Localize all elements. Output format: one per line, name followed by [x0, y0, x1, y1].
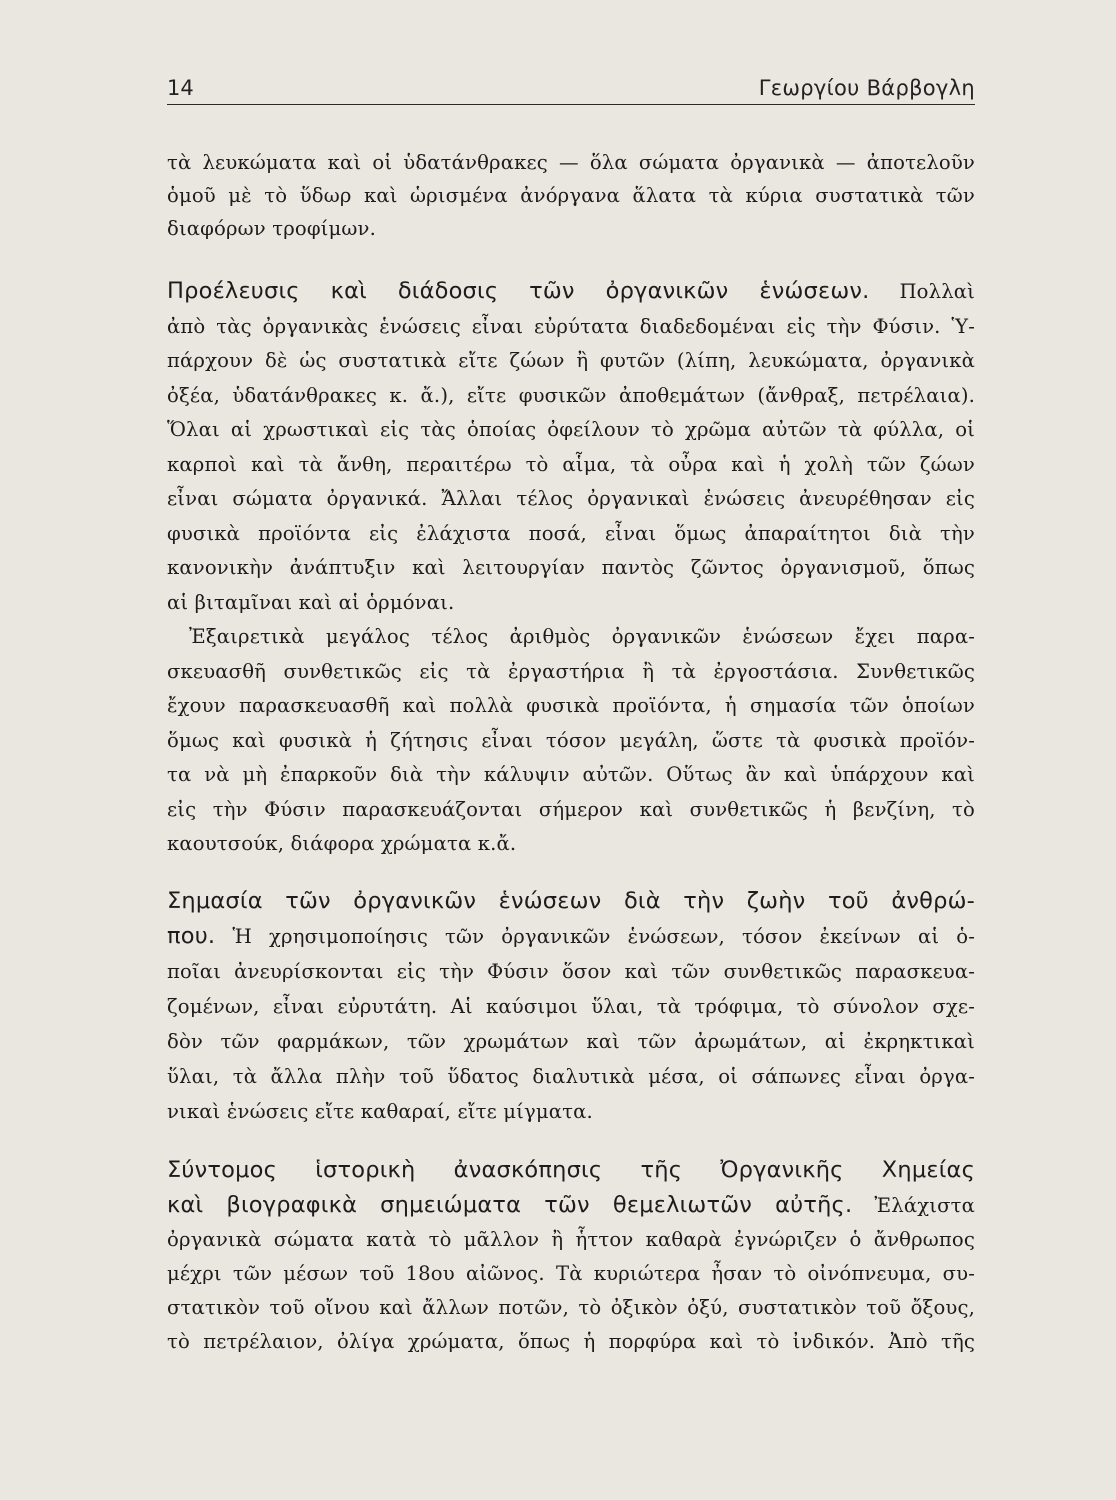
text-line: τα νὰ μὴ ἐπαρκοῦν διὰ τὴν κάλυψιν αὐτῶν. Οὕτως ἂν καὶ ὑπάρχουν καὶ	[167, 763, 975, 786]
section-heading: Προέλευσις καὶ διάδοσις τῶν ὀργανικῶν ἑνώσεων.	[167, 278, 870, 304]
section-heading-line	[167, 274, 975, 310]
text-line: πάρχουν δὲ ὡς συστατικὰ εἴτε ζώων ἢ φυτῶν (λίπη, λευκώματα, ὀργανικὰ	[167, 349, 975, 372]
running-title: Γεωργίου Βάρβογλη	[758, 76, 975, 100]
text-line: σκευασθῆ συνθετικῶς εἰς τὰ ἐργαστήρια ἢ τὰ ἐργοστάσια. Συνθετικῶς	[167, 659, 975, 683]
text-run: Ἐλάχιστα	[852, 1194, 975, 1217]
text-line: ὁμοῦ μὲ τὸ ὕδωρ καὶ ὡρισμένα ἀνόργανα ἅλατα τὰ κύρια συστατικὰ τῶν	[167, 184, 975, 207]
page-header	[167, 74, 975, 105]
text-line: ὕλαι, τὰ ἄλλα πλὴν τοῦ ὕδατος διαλυτικὰ μέσα, οἱ σάπωνες εἶναι ὀργα-	[167, 1065, 975, 1088]
text-line: εἰς τὴν Φύσιν παρασκευάζονται σήμερον καὶ συνθετικῶς ἡ βενζίνη, τὸ	[167, 797, 975, 821]
text-line: νικαὶ ἑνώσεις εἴτε καθαραί, εἴτε μίγματα.	[167, 1100, 593, 1123]
section-significance	[167, 884, 975, 1129]
section-heading-line	[167, 1188, 975, 1223]
text-line: Ὅλαι αἱ χρωστικαὶ εἰς τὰς ὁποίας ὀφείλουν τὸ χρῶμα αὐτῶν τὰ φύλλα, οἱ	[167, 418, 975, 441]
text-line: εἶναι σώματα ὀργανικά. Ἄλλαι τέλος ὀργανικαὶ ἑνώσεις ἀνευρέθησαν εἰς	[167, 487, 975, 510]
text-line: καρποὶ καὶ τὰ ἄνθη, περαιτέρω τὸ αἷμα, τὰ οὖρα καὶ ἡ χολὴ τῶν ζώων	[167, 452, 975, 476]
text-line: φυσικὰ προϊόντα εἰς ἐλάχιστα ποσά, εἶναι ὅμως ἀπαραίτητοι διὰ τὴν	[167, 521, 975, 545]
text-line: ἀπὸ τὰς ὀργανικὰς ἑνώσεις εἶναι εὐρύτατα διαδεδομέναι εἰς τὴν Φύσιν. Ὑ-	[167, 314, 975, 338]
text-line: ἔχουν παρασκευασθῆ καὶ πολλὰ φυσικὰ προϊόντα, ἡ σημασία τῶν ὁποίων	[167, 694, 975, 717]
section-heading-line	[167, 884, 975, 919]
text-line: ποῖαι ἀνευρίσκονται εἰς τὴν Φύσιν ὅσον καὶ τῶν συνθετικῶς παρασκευα-	[167, 960, 975, 983]
text-line: αἱ βιταμῖναι καὶ αἱ ὁρμόναι.	[167, 590, 455, 614]
text-line: μέχρι τῶν μέσων τοῦ 18ου αἰῶνος. Τὰ κυριώτερα ἦσαν τὸ οἰνόπνευμα, συ-	[167, 1262, 975, 1285]
section-heading: Σημασία τῶν ὀργανικῶν ἑνώσεων διὰ τὴν ζωὴν τοῦ ἀνθρώ-	[167, 888, 975, 914]
section-heading-line	[167, 1153, 975, 1188]
page-number: 14	[167, 76, 194, 100]
section-heading-end: καὶ βιογραφικὰ σημειώματα τῶν θεμελιωτῶν αὐτῆς.	[167, 1192, 853, 1218]
section-origin	[167, 274, 975, 862]
section-history	[167, 1153, 975, 1359]
text-line: δὸν τῶν φαρμάκων, τῶν χρωμάτων καὶ τῶν ἀρωμάτων, αἱ ἐκρηκτικαὶ	[167, 1030, 975, 1053]
text-line: Ἐξαιρετικὰ μεγάλος τέλος ἀριθμὸς ὀργανικῶν ἑνώσεων ἔχει παρα-	[189, 625, 975, 648]
text-line: τὰ λευκώματα καὶ οἱ ὑδατάνθρακες — ὅλα σώματα ὀργανικὰ — ἀποτελοῦν	[167, 151, 975, 174]
text-line: καουτσούκ, διάφορα χρώματα κ.ἄ.	[167, 832, 517, 855]
text-line: κανονικὴν ἀνάπτυξιν καὶ λειτουργίαν παντὸς ζῶντος ὀργανισμοῦ, ὅπως	[167, 556, 975, 579]
text-line: ὀργανικὰ σώματα κατὰ τὸ μᾶλλον ἢ ἧττον καθαρὰ ἐγνώριζεν ὁ ἄνθρωπος	[167, 1228, 975, 1251]
paragraph-intro	[167, 146, 975, 245]
text-run: Πολλαὶ	[869, 280, 975, 303]
section-heading: Σύντομος ἱστορικὴ ἀνασκόπησις τῆς Ὀργανικῆς Χημείας	[167, 1157, 975, 1183]
text-run: Ἡ χρησιμοποίησις τῶν ὀργανικῶν ἑνώσεων, τόσον ἐκείνων αἱ ὁ-	[215, 925, 975, 948]
section-heading-line	[167, 919, 975, 954]
text-line: ὅμως καὶ φυσικὰ ἡ ζήτησις εἶναι τόσον μεγάλη, ὥστε τὰ φυσικὰ προϊόν-	[167, 728, 975, 752]
text-line: στατικὸν τοῦ οἴνου καὶ ἄλλων ποτῶν, τὸ ὀξικὸν ὀξύ, συστατικὸν τοῦ ὄξους,	[167, 1296, 975, 1319]
text-line: ζομένων, εἶναι εὐρυτάτη. Αἱ καύσιμοι ὕλαι, τὰ τρόφιμα, τὸ σύνολον σχε-	[167, 995, 975, 1018]
text-line: ὀξέα, ὑδατάνθρακες κ. ἄ.), εἴτε φυσικῶν ἀποθεμάτων (ἄνθραξ, πετρέλαια).	[167, 383, 975, 407]
text-line: διαφόρων τροφίμων.	[167, 217, 376, 240]
section-heading-end: που.	[167, 923, 216, 949]
text-line: τὸ πετρέλαιον, ὀλίγα χρώματα, ὅπως ἡ πορφύρα καὶ τὸ ἰνδικόν. Ἀπὸ τῆς	[167, 1330, 975, 1353]
